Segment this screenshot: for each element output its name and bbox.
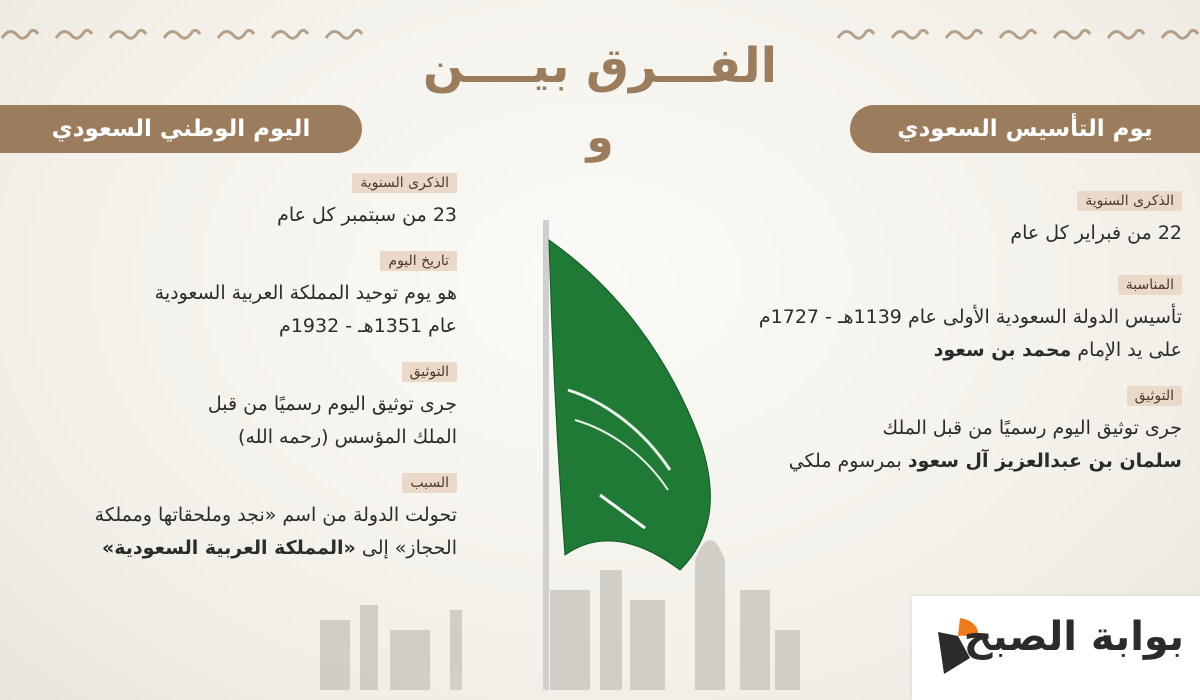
- info-line: هو يوم توحيد المملكة العربية السعودية: [154, 282, 457, 304]
- info-line: جرى توثيق اليوم رسميًا من قبل: [207, 393, 457, 415]
- info-line: الملك المؤسس (رحمه الله): [238, 426, 457, 448]
- title-connector: و: [586, 112, 614, 163]
- flag-skyline-illustration: [300, 210, 800, 690]
- info-text: على يد الإمام: [1071, 339, 1182, 361]
- saudi-flag: [549, 240, 710, 570]
- section-tag: الذكرى السنوية: [1077, 191, 1182, 211]
- section-tag: المناسبة: [1118, 275, 1182, 295]
- section-tag: التوثيق: [402, 362, 457, 382]
- info-text: الحجاز» إلى: [355, 537, 457, 559]
- national-day-header: اليوم الوطني السعودي: [0, 105, 362, 153]
- founding-day-header: يوم التأسيس السعودي: [850, 105, 1200, 153]
- logo-text: بوابة الصبح: [963, 614, 1184, 660]
- info-line: تأسيس الدولة السعودية الأولى عام 1139هـ - 1727م: [758, 306, 1182, 328]
- page-title: الفـــرق بيــــن: [422, 38, 778, 94]
- section-tag: التوثيق: [1127, 386, 1182, 406]
- info-text: بمرسوم ملكي: [788, 450, 908, 472]
- kingdom-name: «المملكة العربية السعودية»: [101, 537, 356, 559]
- section-tag: تاريخ اليوم: [380, 251, 457, 271]
- info-line: عام 1351هـ - 1932م: [279, 315, 457, 337]
- info-line: جرى توثيق اليوم رسميًا من قبل الملك: [882, 417, 1182, 439]
- imam-name: محمد بن سعود: [933, 339, 1072, 361]
- info-line: تحولت الدولة من اسم «نجد وملحقاتها ومملكة: [94, 504, 457, 526]
- info-line: 22 من فبراير كل عام: [1010, 222, 1182, 244]
- skyline-silhouette: [320, 540, 800, 690]
- king-name: سلمان بن عبدالعزيز آل سعود: [907, 450, 1182, 472]
- info-line: 23 من سبتمبر كل عام: [277, 204, 457, 226]
- section-tag: الذكرى السنوية: [352, 173, 457, 193]
- site-logo: [912, 596, 1200, 700]
- section-tag: السبب: [402, 473, 457, 493]
- flag-pole: [543, 220, 549, 690]
